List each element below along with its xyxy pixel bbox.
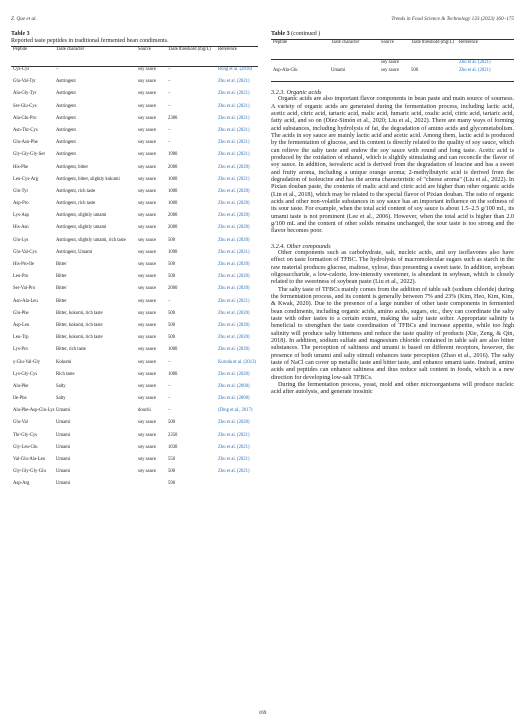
- cell-source: soy sauce: [381, 68, 400, 73]
- cell-source: soy sauce: [138, 91, 157, 97]
- section-heading: 3.2.3. Organic acids: [271, 89, 322, 96]
- cell-threshold: 2000: [168, 225, 178, 231]
- cell-source: soy sauce: [138, 140, 157, 146]
- cell-threshold: 500: [168, 237, 176, 243]
- table-row: [11, 286, 258, 298]
- table-row: [11, 213, 258, 225]
- cell-source: soy sauce: [138, 444, 157, 450]
- cell-threshold: –: [168, 127, 171, 133]
- page-number: 169: [258, 710, 267, 716]
- column-header-peptide: Peptide: [273, 40, 288, 45]
- cell-taste: [331, 60, 381, 68]
- cell-source: soy sauce: [138, 103, 157, 109]
- cell-source: soy sauce: [138, 237, 157, 243]
- cell-peptide: Ser-Glu-Cys: [13, 103, 37, 109]
- cell-reference[interactable]: Zhu et al. (2021): [218, 249, 250, 255]
- body-text: [271, 89, 514, 397]
- cell-reference[interactable]: Zhu et al. (2020): [218, 201, 250, 207]
- cell-source: soy sauce: [381, 60, 400, 65]
- table-row: [11, 116, 258, 128]
- cell-source: soy sauce: [138, 201, 157, 207]
- cell-taste: Umami: [56, 481, 71, 487]
- cell-peptide: [271, 60, 331, 68]
- table-row: [11, 335, 258, 347]
- cell-taste: Astringent: [56, 152, 76, 158]
- cell-threshold: –: [168, 298, 171, 304]
- column-header-reference: Reference: [218, 47, 237, 52]
- cell-reference[interactable]: Zhu et al. (2008): [218, 396, 250, 402]
- cell-source: soy sauce: [138, 176, 157, 182]
- cell-reference[interactable]: Zhu et al. (2020): [218, 237, 250, 243]
- cell-reference[interactable]: Zhu et al. (2021): [459, 60, 491, 65]
- cell-reference[interactable]: Zhu et al. (2021): [218, 457, 250, 462]
- cell-source: soy sauce: [138, 213, 157, 219]
- cell-taste: Astringent: [56, 127, 76, 133]
- cell-threshold: –: [168, 103, 171, 109]
- cell-threshold: –: [168, 67, 171, 72]
- cell-threshold: 1000: [168, 347, 178, 353]
- table-row: [271, 68, 514, 81]
- cell-peptide: Ala-Gly-Tyr: [13, 91, 37, 97]
- cell-threshold: –: [168, 383, 171, 389]
- cell-taste: Umami: [56, 469, 71, 475]
- column-header-source: Source: [381, 40, 395, 45]
- cell-taste: Astringent: [56, 140, 76, 146]
- cell-peptide: Leu-Cys-Arg: [13, 176, 38, 182]
- cell-reference[interactable]: Zhu et al. (2021): [218, 298, 250, 304]
- cell-reference[interactable]: Zhu et al. (2020): [218, 335, 250, 341]
- column-header-source: Source: [138, 47, 152, 52]
- table-continued-header: [271, 39, 514, 60]
- cell-threshold: [411, 60, 459, 68]
- cell-peptide: Ala-Phe-Asp-Glu-Lys: [13, 408, 55, 414]
- cell-peptide: Ser-Val-Pro: [13, 286, 36, 292]
- cell-reference[interactable]: Zhu et al. (2021): [218, 152, 250, 158]
- table-caption: Reported taste peptides in traditional fermented bean condiments.: [11, 38, 169, 44]
- cell-threshold: 1000: [168, 201, 178, 207]
- cell-threshold: 590: [168, 481, 176, 487]
- cell-threshold: 1030: [168, 444, 178, 450]
- table-row: [11, 372, 258, 384]
- cell-peptide: Asn-Thr-Cys: [13, 127, 38, 133]
- cell-source: soy sauce: [138, 225, 157, 231]
- table-header: [11, 46, 258, 67]
- cell-reference[interactable]: Zhu et al. (2021): [218, 115, 250, 121]
- cell-taste: Umami: [56, 420, 71, 426]
- cell-reference[interactable]: Zhu et al. (2021): [218, 432, 250, 438]
- table-row: [11, 165, 258, 177]
- table-row: [11, 177, 258, 189]
- cell-threshold: 500: [168, 274, 176, 280]
- cell-threshold: 500: [411, 68, 419, 73]
- cell-reference[interactable]: Zhu et al. (2020): [218, 322, 250, 328]
- body-paragraph: The salty taste of TFBCs mainly comes from the addition of table salt (sodium chloride) during the fermentation process, and its content is generally between 7% and 23% (Kim, Heo, Kim, Kim, & Kwak, 2020). Due to the presence of a large number of other taste components in fermented bean condiments, including organic acids, amino acids, sugars, etc., they can coordinate the salty taste with other tastes to a certain extent, making the salty taste softer. Appropriate salinity is beneficial to strengthen the taste coordination of TFBCs and increase appetite, while too high salinity will produce salty bitterness and reduce the taste quality of products (Xie, Zeng, & Qin, 2018). In addition, sodium sulfate and magnesium chloride contained in table salt are also bitter substances. The perception of saltiness and umami is based on different receptors, however, the presence of both umami and salty stimuli enhances taste perception (Zhao et al., 2016). The salty taste of NaCl can cover up metallic taste and bitter taste, and enhance umami taste. Instead, amino acids and peptides can enhance saltiness and thus reduce salt content in foods, which is a new direction for developing low-salt TFBCs.: [271, 286, 514, 381]
- cell-reference[interactable]: Zhu et al. (2020): [218, 310, 250, 316]
- cell-threshold: 1000: [168, 188, 178, 194]
- cell-source: soy sauce: [138, 371, 157, 377]
- cell-source: soy sauce: [138, 469, 157, 475]
- table-row: [11, 323, 258, 335]
- cell-source: soy sauce: [138, 79, 157, 85]
- cell-reference[interactable]: Zhu et al. (2020): [218, 371, 250, 377]
- table-continued-body: [271, 60, 514, 81]
- cell-reference[interactable]: Zhu et al. (2021): [459, 68, 491, 73]
- cell-peptide: Glu-Asn-Phe: [13, 140, 38, 146]
- cell-reference[interactable]: Zhu et al. (2020): [218, 420, 250, 426]
- cell-source: soy sauce: [138, 359, 157, 365]
- cell-taste: Umami: [56, 432, 71, 438]
- body-paragraph: Organic acids are also important flavor components in bean paste and main source of sourness. A variety of organic acids are generated during the fermentation process, including lactic acid, acetic acid, citric acid, tartaric acid, malic acid, fumaric acid, oxalic acid, citric acid, tartaric acid, fatty acid, and so on (Díez-Simón et al., 2020; Liu et al., 2022). There are many ways of forming acid substances, including hydrolysis of fat, the degradation of amino acids and glycometabolism. The acids in soy sauce are mainly lactic acid and acetic acid. Among them, lactic acid is produced by the fermentation of glucose, and its content is directly related to the quality of soy sauce, which can relieve the salty taste and endow the soy sauce with round and long taste. Acetic acid is produced by the oxidation of ethanol, which is slightly stimulating and can reconcile the flavor of soy sauce. In addition, isovaleric acid is derived from the degradation of leucine and has a sweet and fruity aroma, including a unique orange aroma; 2-methylbutyric acid is derived from the degradation of isoleucine and has the aroma characteristic of "cheese aroma" (Liu et al., 2022). In Pixian douban paste, the contents of malic acid and citric acid are higher than other organic acids (Lin et al., 2018), which may be related to the special flavor of Pixian douban. The ratio of organic acids and other non-volatile substances in soy sauce has an important influence on the softness of its sour taste. For example, when the total acid content of soy sauce is about 1.5–2.5 g/100 mL, its umami taste is not prominent (Lee et al., 2006). However, when the total acid is higher than 2.0 g/100 mL and the content of other solids remains unchanged, the sour taste is too strong and the flavor becomes poor.: [271, 96, 514, 235]
- table-row: [11, 360, 258, 372]
- cell-source: soy sauce: [138, 127, 157, 133]
- cell-threshold: –: [168, 91, 171, 97]
- table-row: [11, 262, 258, 274]
- cell-source: soy sauce: [138, 335, 157, 341]
- cell-source: soy sauce: [138, 115, 157, 121]
- cell-taste: Astringent: [56, 91, 76, 97]
- cell-peptide: Glu-Lys: [13, 237, 29, 243]
- cell-taste: Astringent, slightly umami: [56, 213, 107, 219]
- table-row: [11, 469, 258, 481]
- table-body: [11, 67, 258, 494]
- cell-reference[interactable]: Zhu et al. (2020): [218, 213, 250, 219]
- cell-taste: Bitter: [56, 274, 67, 280]
- table-row: [11, 445, 258, 457]
- cell-source: soy sauce: [138, 67, 157, 72]
- cell-reference[interactable]: [218, 481, 258, 493]
- cell-peptide: Gln-Tyr: [13, 188, 29, 194]
- cell-threshold: –: [168, 396, 171, 402]
- cell-taste: Astringent, Umami: [56, 249, 93, 255]
- table-row: [11, 481, 258, 493]
- cell-taste: Astringent, bitter, slightly kokumi: [56, 176, 120, 182]
- table-row: [11, 225, 258, 237]
- cell-reference[interactable]: Zhu et al. (2021): [218, 91, 250, 97]
- cell-peptide: Thr-Gly-Cys: [13, 432, 38, 438]
- right-column: [271, 31, 514, 397]
- table-row: [11, 274, 258, 286]
- cell-peptide: Glu-Val-Cys: [13, 249, 37, 255]
- cell-peptide: Gly-Leu-Glu: [13, 444, 38, 450]
- table-row: [11, 67, 258, 79]
- cell-threshold: 2380: [168, 115, 178, 121]
- cell-source: soy sauce: [138, 188, 157, 194]
- cell-source: soy sauce: [138, 152, 157, 158]
- table-title: Table 3: [11, 31, 30, 37]
- cell-peptide: Lys-Gly-Cys: [13, 371, 38, 377]
- table-row: [11, 189, 258, 201]
- table-row: [11, 433, 258, 445]
- body-paragraph: Other components such as carbohydrate, salt, nucleic acids, and soy isoflavones also have effect on taste formation of TFBC. The hydrolysis of macromolecular sugars such as starch in the raw material produces glucose, maltose, xylose, thus presenting a sweet taste. In addition, soybean oligosaccharide, a low-calorie, low-intensity sweetener, is abundant in soybean, which is closely related to the sweetness of soybean paste (Liu et al., 2022).: [271, 250, 514, 286]
- cell-reference[interactable]: Zhu et al. (2008): [218, 383, 250, 389]
- cell-peptide: Asp-Arg: [13, 481, 30, 487]
- cell-source: douchi: [138, 408, 151, 414]
- cell-source: [138, 481, 168, 493]
- running-header-journal: Trends in Food Science & Technology 133 (2023) 160–175: [391, 16, 514, 22]
- cell-source: soy sauce: [138, 457, 157, 462]
- cell-source: soy sauce: [138, 420, 157, 426]
- cell-peptide: His-Pro-Ile: [13, 262, 35, 267]
- cell-threshold: –: [168, 359, 171, 365]
- table-row: [11, 420, 258, 432]
- cell-peptide: Glu-Val-Tyr: [13, 79, 36, 85]
- cell-threshold: 550: [168, 457, 176, 462]
- body-paragraph: During the fermentation process, yeast, mold and other microorganisms will produce nucleic acid after autolysis, and generate inosinic: [271, 381, 514, 396]
- cell-taste: Astringent, bitter: [56, 164, 89, 170]
- cell-taste: Astringent, rich taste: [56, 188, 96, 194]
- cell-taste: Bitter, kokumi, rich taste: [56, 335, 103, 341]
- cell-threshold: 1980: [168, 152, 178, 158]
- cell-threshold: –: [168, 79, 171, 85]
- table-row: [11, 140, 258, 152]
- table-row: [11, 91, 258, 103]
- cell-source: soy sauce: [138, 286, 157, 292]
- cell-peptide: Cys-Cys: [13, 67, 30, 72]
- cell-reference[interactable]: Zhu et al. (2021): [218, 103, 250, 109]
- cell-reference[interactable]: Zhu et al. (2020): [218, 262, 250, 267]
- cell-threshold: 500: [168, 335, 176, 341]
- cell-source: soy sauce: [138, 298, 157, 304]
- cell-taste: Bitter: [56, 298, 67, 304]
- cell-peptide: Glu-Phe: [13, 310, 29, 316]
- cell-taste: Bitter: [56, 262, 67, 267]
- cell-peptide: Asp-Leu: [13, 322, 30, 328]
- cell-source: soy sauce: [138, 262, 157, 267]
- cell-peptide: Lys-Pro: [13, 347, 28, 353]
- cell-source: soy sauce: [138, 396, 157, 402]
- table-row: [11, 201, 258, 213]
- table-row: [11, 347, 258, 359]
- cell-reference[interactable]: Zhu et al. (2020): [218, 225, 250, 231]
- table-continued-label: Table 3: [271, 31, 290, 37]
- cell-source: soy sauce: [138, 347, 157, 353]
- cell-peptide: Gly-Gly-Gly-Ser: [13, 152, 46, 158]
- table-row: [11, 104, 258, 116]
- cell-peptide: Asn-Ala-Leu: [13, 298, 38, 304]
- table-row: [11, 311, 258, 323]
- cell-source: soy sauce: [138, 164, 157, 170]
- cell-peptide: Glu-Val: [13, 420, 28, 426]
- cell-threshold: 500: [168, 262, 176, 267]
- column-header-threshold: Taste threshold (mg/L): [411, 40, 454, 45]
- column-header-reference: Reference: [459, 40, 478, 45]
- cell-taste: Bitter, rich taste: [56, 347, 86, 353]
- column-header-threshold: Taste threshold (mg/L): [168, 47, 211, 52]
- cell-taste: Bitter, kokumi, rich taste: [56, 322, 103, 328]
- cell-peptide: His-Asn: [13, 225, 29, 231]
- cell-source: soy sauce: [138, 432, 157, 438]
- cell-reference[interactable]: Zhu et al. (2021): [218, 140, 250, 146]
- cell-threshold: 2350: [168, 432, 178, 438]
- cell-threshold: 500: [168, 469, 176, 475]
- cell-taste: –: [56, 67, 59, 72]
- table-row: [11, 152, 258, 164]
- cell-source: soy sauce: [138, 322, 157, 328]
- column-header-taste: Taste character: [56, 47, 85, 52]
- cell-reference[interactable]: Zhu et al. (2020): [218, 286, 250, 292]
- cell-reference[interactable]: Kuroda et al. (2013): [218, 359, 257, 365]
- table-end-rule: [271, 81, 514, 82]
- table-row: [11, 396, 258, 408]
- cell-reference[interactable]: Zhu et al. (2020): [218, 347, 250, 353]
- running-header-authors: Z. Que et al.: [11, 16, 37, 22]
- cell-threshold: 500: [168, 322, 176, 328]
- table-continued-title: [271, 31, 514, 38]
- cell-peptide: γ-Glu-Val-Gly: [13, 359, 41, 365]
- cell-reference[interactable]: Zhu et al. (2020): [218, 164, 250, 170]
- cell-source: soy sauce: [138, 274, 157, 280]
- cell-taste: Umami: [331, 68, 346, 73]
- cell-peptide: Lys-Asp: [13, 213, 29, 219]
- cell-reference[interactable]: Zhu et al. (2021): [218, 127, 250, 133]
- cell-taste: Astringent: [56, 103, 76, 109]
- table-row: [11, 238, 258, 250]
- cell-threshold: 500: [168, 420, 176, 426]
- cell-reference[interactable]: (Ding et al., 2017): [218, 408, 253, 414]
- cell-taste: Umami: [56, 457, 71, 462]
- cell-taste: Astringent, rich taste: [56, 201, 96, 207]
- column-header-taste: Taste character: [331, 40, 360, 45]
- cell-source: soy sauce: [138, 383, 157, 389]
- cell-peptide: Ile-Phe: [13, 396, 27, 402]
- cell-taste: Astringent: [56, 79, 76, 85]
- cell-taste: Astringent: [56, 115, 76, 121]
- cell-threshold: 500: [168, 310, 176, 316]
- cell-reference[interactable]: Zhu et al. (2021): [218, 444, 250, 450]
- cell-threshold: 2000: [168, 286, 178, 292]
- cell-peptide: Gly-Gly-Gly-Glu: [13, 469, 46, 475]
- cell-peptide: Ala-Phe: [13, 383, 29, 389]
- cell-peptide: Val-Glu-Ala-Leu: [13, 457, 46, 462]
- cell-peptide: Asp-Ala-Glu: [273, 68, 298, 73]
- cell-taste: Astringent, slightly umami: [56, 225, 107, 231]
- cell-threshold: 2000: [168, 213, 178, 219]
- cell-reference[interactable]: Rong et al. (2018): [218, 67, 253, 72]
- cell-peptide: Asp-Pro: [13, 201, 29, 207]
- table-row: [11, 250, 258, 262]
- cell-taste: Astringent, slightly umami, rich taste: [56, 237, 126, 243]
- cell-threshold: 1090: [168, 249, 178, 255]
- cell-threshold: –: [168, 408, 171, 414]
- table-row: [11, 299, 258, 311]
- cell-taste: Umami: [56, 444, 71, 450]
- table-row: [11, 457, 258, 469]
- cell-taste: Umami: [56, 408, 71, 414]
- cell-reference[interactable]: Zhu et al. (2021): [218, 79, 250, 85]
- cell-peptide: His-Phe: [13, 164, 29, 170]
- cell-reference[interactable]: Zhu et al. (2020): [218, 188, 250, 194]
- column-header-peptide: Peptide: [13, 47, 28, 52]
- cell-taste: Bitter, kokumi, rich taste: [56, 310, 103, 316]
- cell-peptide: Ala-Glu-Pro: [13, 115, 37, 121]
- cell-taste: Bitter: [56, 286, 67, 292]
- table-row: [11, 128, 258, 140]
- cell-peptide: Leu-Pro: [13, 274, 29, 280]
- section-heading: 3.2.4. Other compounds: [271, 242, 331, 250]
- cell-source: soy sauce: [138, 310, 157, 316]
- table-row: [11, 384, 258, 396]
- cell-threshold: 1000: [168, 176, 178, 182]
- cell-taste: Rich taste: [56, 371, 75, 377]
- cell-source: soy sauce: [138, 249, 157, 255]
- cell-threshold: 2000: [168, 164, 178, 170]
- cell-reference[interactable]: Zhu et al. (2020): [218, 274, 250, 280]
- cell-threshold: 1000: [168, 371, 178, 377]
- cell-reference[interactable]: Zhu et al. (2021): [218, 469, 250, 475]
- cell-taste: Kokumi: [56, 359, 72, 365]
- left-column: [11, 31, 258, 494]
- cell-threshold: –: [168, 140, 171, 146]
- table-continued-suffix: (continued ): [291, 31, 321, 37]
- table-row: [271, 60, 514, 68]
- table-row: [11, 79, 258, 91]
- cell-taste: Salty: [56, 396, 66, 402]
- cell-taste: Salty: [56, 383, 66, 389]
- cell-peptide: Leu-Trp: [13, 335, 29, 341]
- cell-reference[interactable]: Zhu et al. (2021): [218, 176, 250, 182]
- table-row: [11, 408, 258, 420]
